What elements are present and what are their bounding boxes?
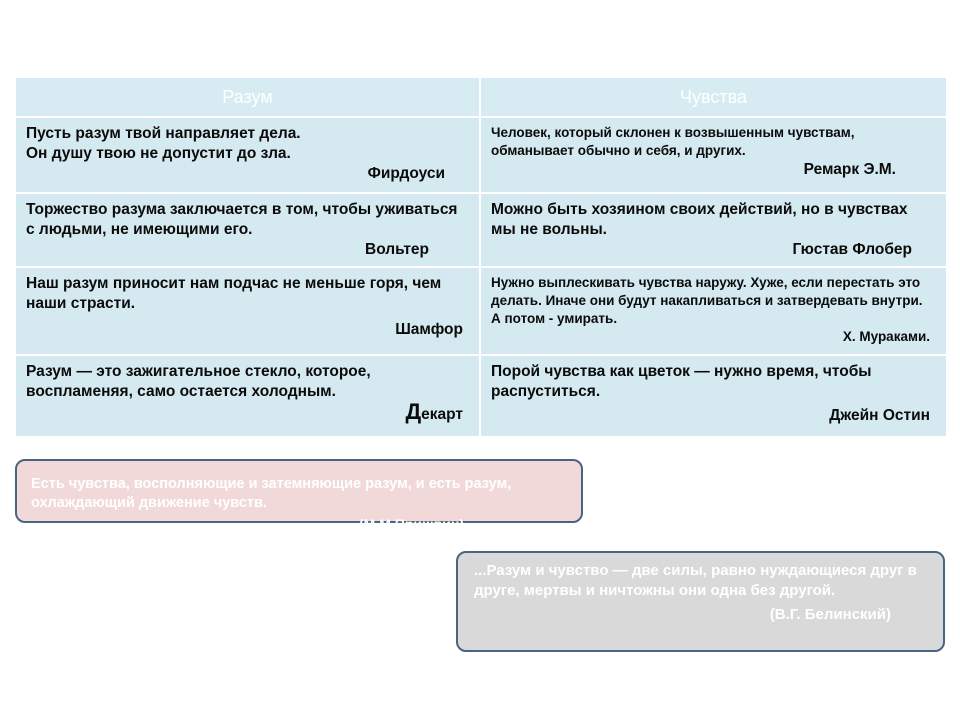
quote-author: Вольтер	[365, 241, 429, 258]
quote-text: Торжество разума заключается в том, чтобы уживаться с людьми, не имеющими его.	[26, 201, 458, 238]
callout-author: (В.Г. Белинский)	[769, 606, 891, 623]
quote-cell	[480, 355, 947, 437]
quote-author: Шамфор	[395, 321, 463, 338]
callout-text: Есть чувства, восполняющие и затемняющие разум, и есть разум, охлаждающий движение чувств.	[31, 476, 512, 511]
callout-belinsky	[456, 551, 945, 652]
table-row	[15, 355, 947, 437]
quote-cell	[480, 117, 947, 193]
quote-cell	[15, 267, 480, 355]
quote-text: Порой чувства как цветок — нужно время, чтобы распуститься.	[491, 363, 872, 400]
quote-cell	[15, 355, 480, 437]
quote-cell	[15, 117, 480, 193]
quote-cell	[480, 267, 947, 355]
quote-cell	[15, 193, 480, 267]
callout-author: (М.М.Пришвин)	[359, 516, 464, 532]
quotes-table	[14, 76, 948, 438]
quote-author: Джейн Остин	[829, 407, 930, 424]
quote-text: Человек, который склонен к возвышенным чувствам, обманывает обычно и себя, и других.	[491, 125, 855, 158]
quote-author: Фирдоуси	[367, 165, 445, 182]
table-row	[15, 193, 947, 267]
column-header-feelings: Чувства	[480, 77, 947, 117]
quote-text: Наш разум приносит нам подчас не меньше горя, чем наши страсти.	[26, 275, 442, 312]
quote-author: Ремарк Э.М.	[803, 161, 896, 178]
quote-text: Можно быть хозяином своих действий, но в чувствах мы не вольны.	[491, 201, 908, 238]
quote-text: Нужно выплескивать чувства наружу. Хуже, если перестать это делать. Иначе они будут накапливаться и затвердевать внутри. А потом - умирать.	[491, 275, 923, 326]
quote-author: Х. Мураками.	[842, 329, 930, 344]
quote-text: Пусть разум твой направляет дела. Он душу твою не допустит до зла.	[26, 125, 301, 162]
table-row	[15, 117, 947, 193]
column-header-reason: Разум	[15, 77, 480, 117]
author-rest: екарт	[421, 406, 463, 423]
quote-cell	[480, 193, 947, 267]
quote-text: Разум — это зажигательное стекло, которое, воспламеняя, само остается холодным.	[26, 363, 371, 400]
callout-prishvin	[15, 459, 583, 532]
callout-text: ...Разум и чувство — две силы, равно нуждающиеся друг в друге, мертвы и ничтожны они одна без другой.	[474, 562, 917, 599]
quote-author: Гюстав Флобер	[792, 241, 912, 258]
author-initial: Д	[405, 399, 422, 424]
quote-author	[26, 399, 469, 425]
table-row	[15, 267, 947, 355]
